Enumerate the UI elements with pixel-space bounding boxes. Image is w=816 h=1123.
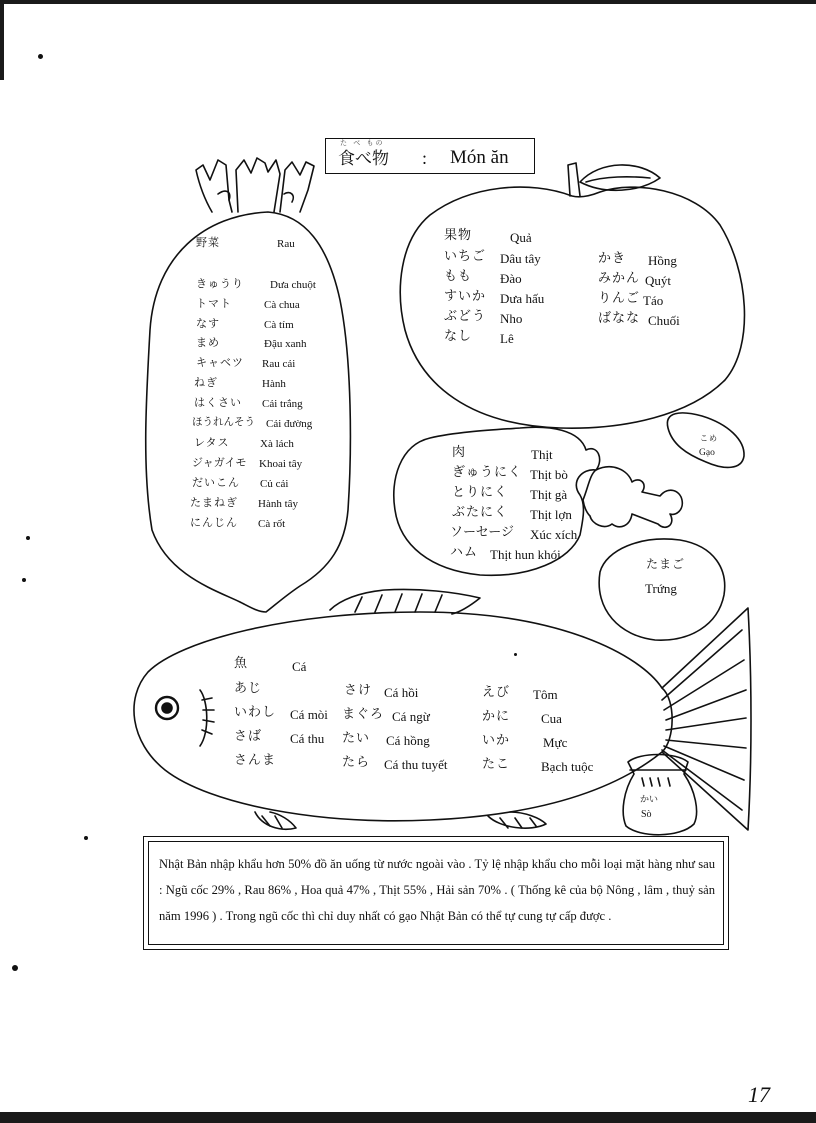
vegetable-jp: はくさい	[194, 396, 242, 409]
fruit-vn: Lê	[500, 331, 514, 346]
scan-speck	[84, 836, 88, 840]
vegetable-vn: Rau cải	[262, 358, 296, 370]
meat-jp: ソーセージ	[450, 525, 514, 540]
fish-illustration	[134, 589, 751, 830]
fruit-jp: すいか	[444, 289, 487, 304]
fish-jp: いわし	[234, 705, 277, 720]
fruit-vn: Chuối	[648, 313, 680, 328]
shellfish-jp: えび	[482, 685, 511, 700]
vegetable-vn: Xà lách	[260, 438, 294, 450]
fruit-jp: もも	[444, 269, 473, 284]
shellfish-vn: Cua	[541, 711, 562, 726]
meat-vn: Thịt hun khói	[490, 547, 561, 562]
fruit-jp: みかん	[598, 271, 641, 286]
bone-illustration	[583, 467, 682, 527]
fish-jp: たら	[342, 755, 371, 770]
vegetable-jp: まめ	[196, 336, 220, 349]
fruit-jp: かき	[598, 251, 627, 266]
title-vietnamese: Món ăn	[450, 147, 509, 168]
fruit-vn: Hồng	[648, 253, 677, 268]
fruit-vn: Dưa hấu	[500, 291, 545, 306]
scan-speck	[12, 965, 18, 971]
shellfish-vn: Tôm	[533, 687, 558, 702]
vegetable-jp: レタス	[194, 436, 230, 449]
scan-speck	[26, 536, 30, 540]
meat-heading-jp: 肉	[452, 445, 467, 460]
vegetable-jp: だいこん	[192, 476, 240, 489]
vegetable-jp: ジャガイモ	[192, 456, 247, 469]
fruit-vn: Dâu tây	[500, 251, 541, 266]
vegetable-jp: なす	[196, 317, 220, 330]
vegetable-jp: ほうれんそう	[192, 416, 255, 428]
fish-vn: Cá hồng	[386, 733, 430, 748]
fruit-jp: ぶどう	[444, 309, 487, 324]
shellfish-vn: Sò	[641, 809, 652, 820]
fruit-vn: Quýt	[645, 273, 671, 288]
import-note-box	[143, 836, 729, 950]
scan-speck	[22, 578, 26, 582]
shellfish-jp: いか	[482, 733, 511, 748]
fish-vn: Cá mòi	[290, 707, 328, 722]
vegetable-vn: Cà rốt	[258, 518, 286, 530]
title-box	[325, 138, 535, 174]
import-note-text: Nhật Bản nhập khẩu hơn 50% đồ ăn uống từ nước ngoài vào . Tỷ lệ nhập khẩu cho mỗi loại mặt hàng như sau : Ngũ cốc 29% , Rau 86% , Hoa quả 47% , Thịt 55% , Hải sản 70% . ( Thống kê của bộ Nông , lâm , thuỷ sản năm 1996 ) . Trong ngũ cốc thì chỉ duy nhất có gạo Nhật Bản có thể tự cung tự cấp được .	[148, 841, 724, 945]
fruit-vn: Táo	[643, 293, 664, 308]
fish-vn: Cá thu	[290, 731, 325, 746]
vegetable-vn: Dưa chuột	[270, 279, 316, 291]
fruit-jp: なし	[444, 329, 473, 344]
vegetables-heading-vn: Rau	[277, 238, 295, 250]
meat-jp: ぶたにく	[452, 505, 509, 520]
vegetable-vn: Khoai tây	[259, 458, 303, 470]
vegetable-vn: Đậu xanh	[264, 338, 307, 350]
fish-vn: Cá ngừ	[392, 709, 430, 724]
shellfish-vn: Mực	[543, 735, 568, 750]
fish-jp: たい	[342, 731, 371, 746]
radish-illustration	[146, 158, 351, 612]
shellfish-jp: かに	[482, 709, 511, 724]
vegetable-jp: きゅうり	[196, 277, 244, 290]
vegetable-jp: たまねぎ	[190, 496, 238, 509]
meat-jp: ハム	[450, 545, 479, 560]
seafood-heading-jp: 魚	[234, 656, 249, 671]
fruits-heading-vn: Quả	[510, 230, 532, 245]
vegetable-vn: Củ cải	[260, 478, 289, 490]
fish-vn: Cá thu tuyết	[384, 757, 448, 772]
fish-jp: さんま	[234, 753, 277, 768]
rice-vn: Gạo	[699, 448, 715, 458]
vegetable-vn: Hành tây	[258, 498, 299, 510]
page-number: 17	[748, 1082, 770, 1107]
shellfish-illustration	[623, 755, 696, 835]
fruit-jp: いちご	[444, 249, 487, 264]
vegetable-jp: トマト	[196, 297, 232, 310]
fruits-heading-jp: 果物	[444, 228, 473, 243]
shellfish-vn: Bạch tuộc	[541, 759, 594, 774]
scan-speck	[514, 653, 517, 656]
fruit-vn: Đào	[500, 271, 522, 286]
fish-jp: さば	[234, 729, 263, 744]
meat-vn: Thịt gà	[530, 487, 568, 502]
vegetable-vn: Cà chua	[264, 299, 300, 311]
meat-jp: ぎゅうにく	[452, 465, 523, 480]
meat-vn: Thịt bò	[530, 467, 568, 482]
fish-jp: まぐろ	[342, 707, 385, 722]
seafood-heading-vn: Cá	[292, 659, 307, 674]
vegetable-jp: ねぎ	[194, 376, 218, 389]
scan-speck	[38, 54, 43, 59]
fish-jp: さけ	[344, 683, 373, 698]
vegetable-vn: Cải đường	[266, 418, 313, 430]
fruit-jp: ばなな	[598, 311, 641, 326]
vegetables-heading-jp: 野菜	[196, 236, 220, 249]
meat-vn: Xúc xích	[530, 527, 578, 542]
title-japanese: 食べ物	[338, 149, 389, 169]
vegetable-jp: にんじん	[190, 516, 238, 529]
vegetable-vn: Hành	[262, 378, 286, 390]
vegetable-vn: Cải trắng	[262, 398, 303, 410]
fruit-vn: Nho	[500, 311, 523, 326]
meat-jp: とりにく	[452, 485, 509, 500]
shellfish-jp: かい	[640, 795, 659, 805]
egg-jp: たまご	[646, 557, 686, 571]
egg-vn: Trứng	[645, 581, 677, 596]
title-colon: :	[422, 148, 428, 168]
title-ruby: た べ もの	[340, 139, 385, 147]
meat-heading-vn: Thịt	[531, 447, 553, 462]
fish-vn: Cá hồi	[384, 685, 419, 700]
fruit-jp: りんご	[598, 291, 641, 306]
vegetable-jp: キャベツ	[196, 356, 244, 369]
rice-jp: こめ	[700, 434, 718, 443]
fish-jp: あじ	[234, 681, 263, 696]
meat-vn: Thịt lợn	[530, 507, 572, 522]
shellfish-jp: たこ	[482, 757, 511, 772]
vegetable-vn: Cà tím	[264, 319, 294, 331]
